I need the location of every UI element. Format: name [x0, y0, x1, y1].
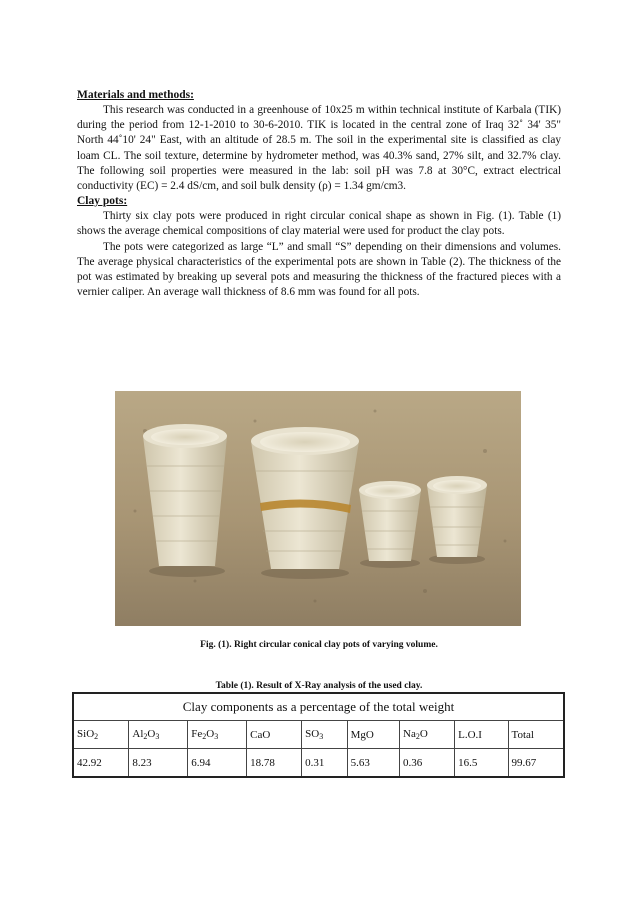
table-cell: 5.63: [347, 749, 399, 778]
table-title: Table (1). Result of X-Ray analysis of the used clay.: [215, 681, 423, 691]
formula-sio2: SiO$_2$: [77, 728, 99, 741]
formula-na2o: $Na_2O$: [403, 728, 428, 741]
pot-small-2: [427, 476, 487, 557]
table-cell: 16.5: [455, 749, 508, 778]
materials-paragraph-text: This research was conducted in a greenhouse of 10x25 m within technical institute of Karbala (TIK) during the period from 12-1-2010 to 30-6-2010. TIK is located in the central zone of Iraq 32˚ 34' 35" North 44˚10' 24" East, with an altitude of 28.5 m. The soil in the experimental site is classified as clay loam CL. The soil texture, determine by hydrometer method, was 40.3% sand, 27% silt, and 32.7% clay. The following soil properties were measured in the lab: soil pH was 7.8 at 30°C, extract electrical conductivity (EC) = 2.4 dS/cm, and soil bulk density (ρ) = 1.34 gm/cm3.: [77, 104, 561, 193]
pot-small-1: [359, 481, 421, 561]
table-cell: 99.67: [508, 749, 564, 778]
table-cell: [400, 721, 455, 749]
formula-so3: $SO_3$: [305, 728, 324, 741]
materials-paragraph: [77, 103, 561, 194]
table-cell: [347, 721, 399, 749]
label-loi: L.O.I: [458, 728, 482, 741]
table-cell: [129, 721, 188, 749]
table-cell: [73, 721, 129, 749]
table-cell: 42.92: [73, 749, 129, 778]
table-cell: [455, 721, 508, 749]
table-cell: 6.94: [188, 749, 247, 778]
document-page: [77, 88, 561, 300]
clay-pots-paragraph-1: Thirty six clay pots were produced in right circular conical shape as shown in Fig. (1). Table (1) shows the average chemical compositions of clay material were used for product the clay pots.: [77, 210, 561, 238]
label-total: Total: [511, 728, 534, 741]
formula-cao: CaO: [250, 728, 271, 741]
clay-pots-heading: Clay pots:: [77, 195, 128, 208]
table-header: Clay components as a percentage of the total weight: [73, 693, 564, 721]
xray-table: [72, 692, 565, 778]
table-cell: 0.31: [302, 749, 347, 778]
table-cell: [247, 721, 302, 749]
formula-al2o3: $Al_2O_3$: [132, 728, 160, 741]
table-row-components: [73, 721, 564, 749]
table-cell: 8.23: [129, 749, 188, 778]
figure-caption: Fig. (1). Right circular conical clay pots of varying volume.: [200, 640, 438, 650]
clay-pots-photo: [115, 391, 521, 626]
formula-mgo: MgO: [350, 728, 374, 741]
table-cell: 18.78: [247, 749, 302, 778]
table-cell: [188, 721, 247, 749]
clay-pots-paragraph-2: The pots were categorized as large “L” and small “S” depending on their dimensions and volumes. The average physical characteristics of the experimental pots are shown in Table (2). The thickness of the pot was estimated by breaking up several pots and measuring the thickness of the fractured pieces with a vernier caliper. An average wall thickness of 8.6 mm was found for all pots.: [77, 240, 561, 299]
table-cell: [302, 721, 347, 749]
formula-fe2o3: $Fe_2O_3$: [191, 728, 219, 741]
table-cell: [508, 721, 564, 749]
table-row-values: [73, 749, 564, 778]
table-cell: 0.36: [400, 749, 455, 778]
materials-heading: Materials and methods:: [77, 89, 194, 101]
